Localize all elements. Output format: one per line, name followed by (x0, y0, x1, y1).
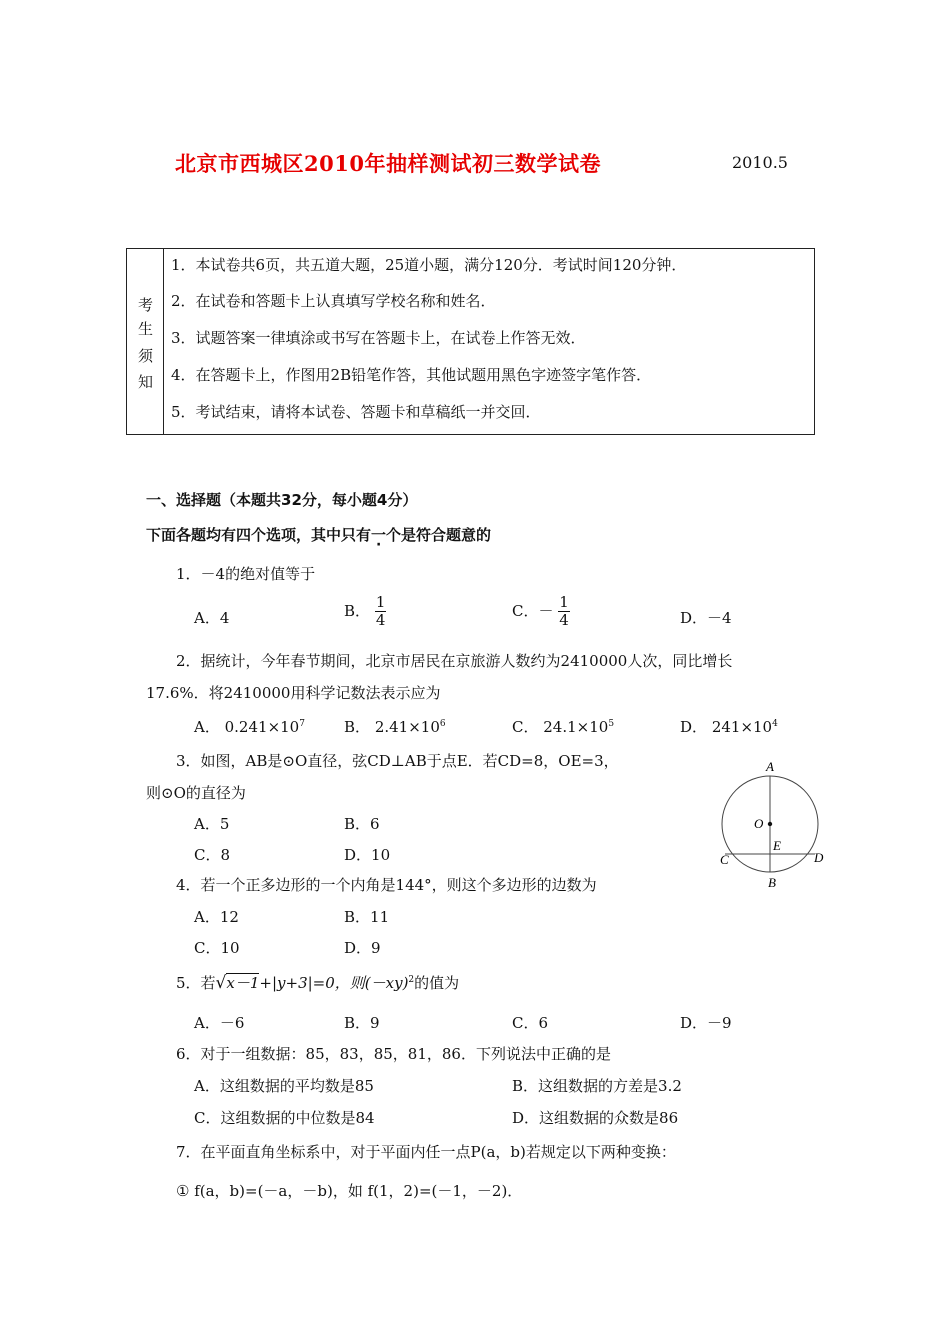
q1-option-b (344, 594, 386, 630)
label-b: B (768, 875, 776, 890)
q6-option-c: C．这组数据的中位数是84 (194, 1109, 375, 1127)
sci-exponent: 7 (299, 719, 305, 729)
sci-exponent: 5 (608, 719, 615, 729)
q3-option-c: C．8 (194, 846, 231, 864)
q3-option-a: A．5 (194, 815, 230, 833)
notice-item: 5．考试结束，请将本试卷、答题卡和草稿纸一并交回． (171, 403, 541, 421)
q6-option-a: A．这组数据的平均数是85 (194, 1077, 374, 1095)
q4-option-d: D．9 (344, 939, 381, 957)
q2-option-d (680, 716, 778, 737)
question-3-stem-cont: 则⊙O的直径为 (146, 784, 246, 802)
page-title: 北京市西城区2010年抽样测试初三数学试卷 (175, 151, 601, 176)
option-label: B． (344, 601, 371, 620)
q4-option-b: B．11 (344, 908, 390, 926)
section-heading: 一、选择题（本题共32分，每小题4分） (146, 491, 418, 509)
denominator: 4 (559, 611, 569, 630)
sci-base: 0.241×10 (224, 718, 300, 736)
q1-option-d: D．－4 (680, 609, 732, 627)
notice-item: 4．在答题卡上，作图用2B铅笔作答，其他试题用黑色字迹签字笔作答． (171, 366, 652, 384)
notice-item: 3．试题答案一律填涂或书写在答题卡上，在试卷上作答无效． (171, 329, 586, 347)
denominator: 4 (375, 611, 386, 630)
sci-base: 241×10 (711, 718, 773, 736)
question-1-stem: 1．－4的绝对值等于 (176, 565, 316, 583)
section-instruction (146, 524, 491, 545)
label-o: O (754, 816, 764, 831)
stem-text: +|y+3|=0，则 (259, 974, 365, 992)
sci-exponent: 6 (439, 719, 446, 729)
sqrt-sign: √ (215, 973, 227, 993)
q5-option-a: A．－6 (194, 1014, 245, 1032)
notice-side-char: 须 (138, 347, 154, 365)
label-e: E (773, 838, 781, 853)
notice-side-label (127, 249, 164, 434)
circle-figure (712, 756, 842, 892)
option-label: D． (680, 718, 708, 736)
option-label: C． (512, 718, 539, 736)
question-7-rule-1: ① f(a，b)=(－a，－b)，如 f(1，2)=(－1，－2)． (176, 1182, 523, 1200)
label-d: D (814, 850, 824, 865)
question-5-stem (176, 972, 459, 993)
sci-exponent: 4 (772, 719, 778, 729)
question-2-stem-cont: 17.6%．将2410000用科学记数法表示应为 (146, 684, 441, 702)
numerator: 1 (375, 593, 386, 611)
question-4-stem: 4．若一个正多边形的一个内角是144°，则这个多边形的边数为 (176, 876, 597, 894)
exam-date: 2010.5 (732, 153, 788, 172)
question-7-stem: 7．在平面直角坐标系中，对于平面内任一点P(a，b)若规定以下两种变换： (176, 1143, 676, 1161)
stem-text: 的值为 (414, 974, 460, 992)
notice-side-char: 知 (138, 373, 154, 391)
q3-option-d: D．10 (344, 846, 391, 864)
notice-side-char: 生 (138, 320, 154, 338)
sci-base: 24.1×10 (543, 718, 609, 736)
q6-option-b: B．这组数据的方差是3.2 (512, 1077, 682, 1095)
q2-option-a (194, 716, 305, 737)
question-6-stem: 6．对于一组数据：85，83，85，81，86．下列说法中正确的是 (176, 1045, 611, 1063)
fraction (558, 594, 570, 630)
q1-option-c (512, 594, 570, 630)
q3-option-b: B．6 (344, 815, 380, 833)
notice-item: 2．在试卷和答题卡上认真填写学校名称和姓名． (171, 292, 496, 310)
numerator: 1 (559, 593, 569, 611)
notice-side-char: 考 (138, 296, 154, 314)
power-base: (－xy) (364, 974, 409, 992)
q5-option-b: B．9 (344, 1014, 380, 1032)
option-label: A． (194, 718, 220, 736)
q6-option-d: D．这组数据的众数是86 (512, 1109, 679, 1127)
notice-box (126, 248, 815, 435)
label-a: A (766, 759, 774, 774)
instruction-emphasis: 一个 (371, 526, 402, 544)
label-c: C (720, 852, 729, 867)
power-exponent: 2 (408, 975, 415, 985)
instruction-text: 下面各题均有四个选项，其中只有 (146, 526, 372, 544)
option-label: C．－ (512, 601, 554, 620)
radicand: x－1 (226, 974, 260, 992)
option-label: B． (344, 718, 371, 736)
instruction-text: 是符合题意的 (401, 526, 492, 544)
q4-option-c: C．10 (194, 939, 240, 957)
sci-base: 2.41×10 (374, 718, 440, 736)
fraction (375, 594, 387, 630)
question-2-stem: 2．据统计，今年春节期间，北京市居民在京旅游人数约为2410000人次，同比增长 (176, 652, 733, 670)
q5-option-d: D．－9 (680, 1014, 732, 1032)
q4-option-a: A．12 (194, 908, 239, 926)
q5-option-c: C．6 (512, 1014, 549, 1032)
notice-item: 1．本试卷共6页，共五道大题，25道小题，满分120分．考试时间120分钟． (171, 256, 687, 274)
q2-option-c (512, 716, 614, 737)
q1-option-a: A．4 (194, 609, 230, 627)
question-3-stem: 3．如图，AB是⊙O直径，弦CD⊥AB于点E．若CD=8，OE=3， (176, 752, 619, 770)
q2-option-b (344, 716, 446, 737)
stem-text: 5．若 (176, 974, 216, 992)
center-point (768, 822, 772, 826)
